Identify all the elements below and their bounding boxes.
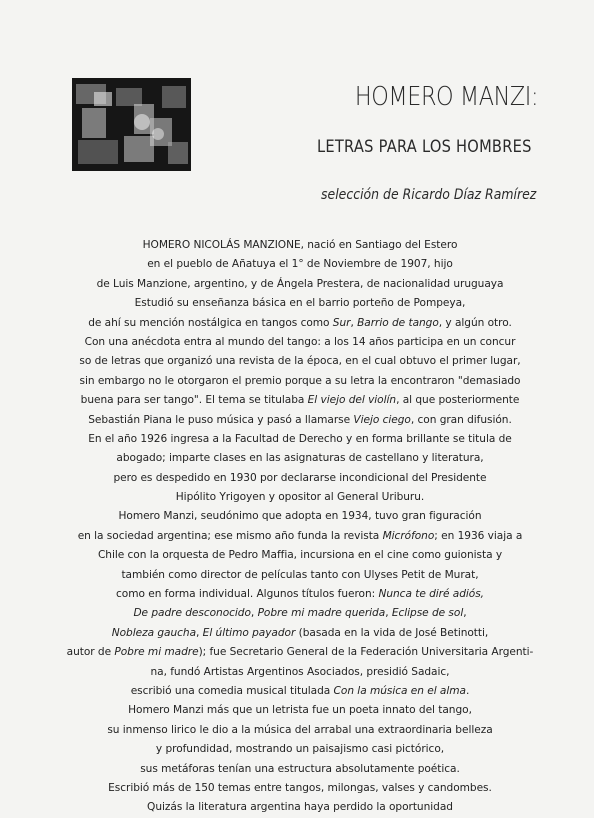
body-text-segment: escribió una comedia musical titulada [130,684,334,697]
body-text-segment: , al que posteriormente [396,394,520,407]
body-text-segment: , [196,626,203,639]
body-text-segment: Escribió más de 150 temas entre tangos, milongas, valses y candombes. [108,781,492,794]
body-line [30,798,570,817]
body-line [30,779,570,798]
body-text-segment: En el año 1926 ingresa a la Facultad de Derecho y en forma brillante se titula de [88,432,512,445]
body-line [30,469,570,488]
italic-title-text: Nunca te diré adiós, [378,588,484,601]
body-line [30,314,570,333]
body-text-segment: ; en 1936 viaja a [434,529,523,542]
body-line [30,604,570,623]
body-line [30,527,570,546]
body-line [30,740,570,759]
body-line [30,663,570,682]
body-text-segment: Sebastián Piana le puso música y pasó a llamarse [88,413,354,426]
italic-title-text: Viejo ciego [353,413,411,426]
body-text-segment: . [465,684,470,697]
body-text-segment: en el pueblo de Añatuya el 1° de Noviembre de 1907, hijo [147,258,453,271]
body-line [30,255,570,274]
body-text-segment: y profundidad, mostrando un paisajismo casi pictórico, [155,743,445,756]
body-text-segment: Con una anécdota entra al mundo del tango: a los 14 años participa en un concur [84,335,516,348]
body-line [30,391,570,410]
body-text-segment: sus metáforas tenían una estructura absolutamente poética. [140,762,460,775]
italic-title-text: Pobre mi madre querida [257,607,386,620]
italic-title-text: Barrio de tango [357,316,439,329]
body-text-segment: so de letras que organizó una revista de la época, en el cual obtuvo el primer lugar, [79,355,521,368]
body-line [30,760,570,779]
body-text-segment: de Luis Manzione, argentino, y de Ángela Prestera, de nacionalidad uruguaya [96,277,504,290]
body-line [30,546,570,565]
body-text-segment: de ahí su mención nostálgica en tangos como [88,316,333,329]
body-text-segment: Quizás la literatura argentina haya perdido la oportunidad [147,801,453,814]
body-line [30,721,570,740]
page-title: HOMERO MANZI: [354,82,538,112]
body-line [30,333,570,352]
italic-title-text: De padre desconocido [133,607,251,620]
body-line [30,488,570,507]
body-line [30,430,570,449]
body-text-segment: , con gran difusión. [410,413,512,426]
author-photo [72,78,191,171]
body-text-segment: Homero Manzi, seudónimo que adopta en 1934, tuvo gran figuración [118,510,482,523]
selection-credit: selección de Ricardo Díaz Ramírez [320,187,536,203]
body-line [30,624,570,643]
italic-title-text: Con la música en el alma [333,684,466,697]
italic-title-text: Pobre mi madre [114,646,199,659]
body-text-segment: su inmenso lirico le dio a la música del arrabal una extraordinaria belleza [107,723,493,736]
body-line [30,352,570,371]
body-text-segment: , [350,316,358,329]
body-text-segment: buena para ser tango". El tema se titulaba [80,394,308,407]
body-text-segment: Homero Manzi más que un letrista fue un poeta innato del tango, [128,704,472,717]
body-text-segment: , y algún otro. [438,316,512,329]
body-text-segment: Hipólito Yrigoyen y opositor al General Uriburu. [175,491,425,504]
body-line [30,643,570,662]
body-line [30,372,570,391]
body-text-segment: Estudió su enseñanza básica en el barrio porteño de Pompeya, [134,297,466,310]
italic-title-text: Eclipse de sol [391,607,464,620]
body-text-segment: autor de [66,646,115,659]
italic-title-text: Nobleza gaucha [111,626,197,639]
body-text-segment: HOMERO NICOLÁS MANZIONE, nació en Santiago del Estero [142,239,458,251]
body-text-segment: , [463,607,467,620]
page-subtitle: LETRAS PARA LOS HOMBRES [317,137,532,157]
italic-title-text: Micrófono [382,529,435,542]
body-text-segment: abogado; imparte clases en las asignaturas de castellano y literatura, [116,452,484,465]
body-line [30,294,570,313]
body-text-segment: , [250,607,258,620]
italic-title-text: El viejo del violín [307,394,397,407]
body-line [30,236,570,255]
body-text-segment: , [385,607,392,620]
body-line [30,701,570,720]
biography-text [30,236,570,818]
body-line [30,275,570,294]
italic-title-text: El último payador [202,626,296,639]
body-line [30,682,570,701]
body-text-segment: pero es despedido en 1930 por declararse incondicional del Presidente [113,471,487,484]
body-text-segment: na, fundó Artistas Argentinos Asociados, presidió Sadaic, [150,665,450,678]
body-text-segment: (basada en la vida de José Betinotti, [295,626,489,639]
body-text-segment: también como director de películas tanto con Ulyses Petit de Murat, [121,568,479,581]
body-text-segment: sin embargo no le otorgaron el premio porque a su letra la encontraron "demasiado [79,374,521,387]
italic-title-text: Sur [332,316,351,329]
body-text-segment: ); fue Secretario General de la Federación Universitaria Argenti- [198,646,534,659]
body-line [30,585,570,604]
body-text-segment: en la sociedad argentina; ese mismo año funda la revista [77,529,383,542]
body-line [30,449,570,468]
body-line [30,566,570,585]
body-line [30,507,570,526]
body-line [30,411,570,430]
body-text-segment: Chile con la orquesta de Pedro Maffia, incursiona en el cine como guionista y [97,549,503,562]
body-text-segment: como en forma individual. Algunos títulos fueron: [116,588,379,601]
